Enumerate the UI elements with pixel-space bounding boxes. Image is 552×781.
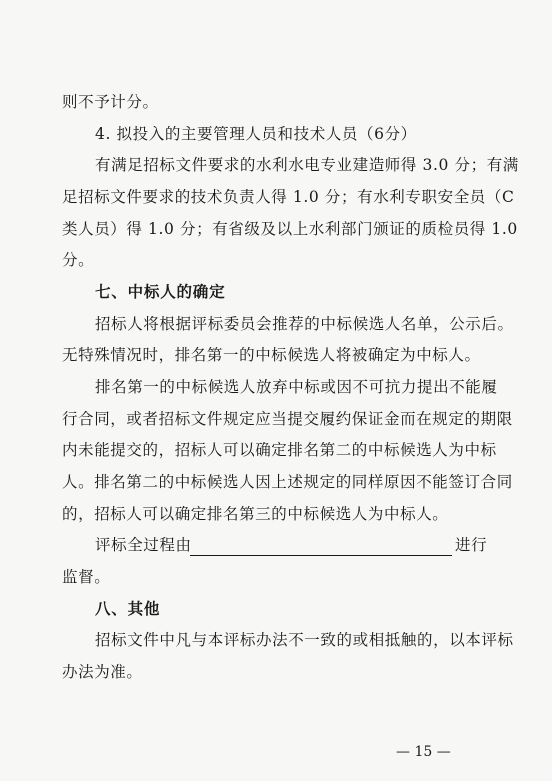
- text-line: 行合同，或者招标文件规定应当提交履约保证金而在规定的期限: [62, 410, 513, 428]
- text-line: 排名第一的中标候选人放弃中标或因不可抗力提出不能履: [95, 378, 498, 396]
- text-line: 人。排名第二的中标候选人因上述规定的同样原因不能签订合同: [62, 473, 513, 491]
- text-line: 进行: [455, 536, 488, 554]
- text-line: 内未能提交的，招标人可以确定排名第二的中标候选人为中标: [62, 441, 497, 459]
- text-line: 则不予计分。: [62, 93, 159, 111]
- text-line: 有满足招标文件要求的水利水电专业建造师得 3.0 分；有满: [95, 156, 519, 174]
- section-heading: 八、其他: [95, 600, 161, 618]
- text-line: 4. 拟投入的主要管理人员和技术人员（6分）: [95, 125, 417, 143]
- text-line: 足招标文件要求的技术负责人得 1.0 分；有水利专职安全员（C: [62, 188, 515, 206]
- page-number: — 15 —: [396, 744, 451, 760]
- text-line: 分。: [62, 251, 95, 269]
- text-line: 监督。: [62, 568, 111, 586]
- text-line: 的，招标人可以确定排名第三的中标候选人为中标人。: [62, 505, 449, 523]
- text-line: 评标全过程由: [95, 536, 192, 554]
- text-line: 招标文件中凡与本评标办法不一致的或相抵触的，以本评标: [95, 631, 514, 649]
- section-heading: 七、中标人的确定: [95, 283, 226, 301]
- text-line: 招标人将根据评标委员会推荐的中标候选人名单，公示后。: [95, 315, 514, 333]
- fill-in-blank-line: [190, 555, 452, 556]
- text-line: 无特殊情况时，排名第一的中标候选人将被确定为中标人。: [62, 346, 481, 364]
- text-line: 办法为准。: [62, 663, 143, 681]
- text-line: 类人员）得 1.0 分；有省级及以上水利部门颁证的质检员得 1.0: [62, 220, 518, 238]
